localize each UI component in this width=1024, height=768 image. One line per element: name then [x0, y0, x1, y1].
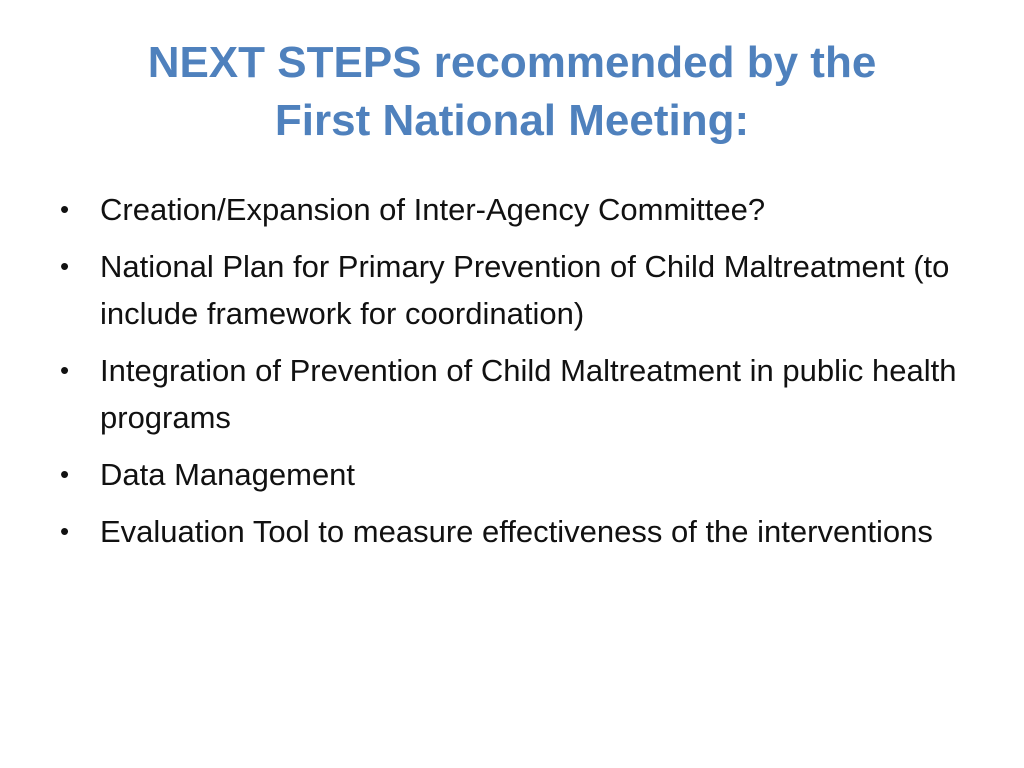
bullet-icon: •: [60, 516, 70, 546]
bullet-item-national-plan: [60, 243, 960, 337]
bullet-item-evaluation-tool: [60, 508, 960, 555]
bullet-list: [60, 186, 960, 565]
bullet-item-integration: [60, 347, 960, 441]
bullet-icon: •: [60, 251, 70, 281]
bullet-text: Creation/Expansion of Inter-Agency Committee?: [100, 192, 766, 227]
bullet-text: Evaluation Tool to measure effectiveness of the interventions: [100, 514, 933, 549]
bullet-item-data-management: [60, 451, 960, 498]
bullet-icon: •: [60, 194, 70, 224]
bullet-text: National Plan for Primary Prevention of Child Maltreatment (to include framework for coordination): [100, 249, 950, 331]
bullet-icon: •: [60, 459, 70, 489]
bullet-text: Integration of Prevention of Child Maltreatment in public health programs: [100, 353, 957, 435]
bullet-icon: •: [60, 355, 70, 385]
title-line-2: First National Meeting:: [274, 96, 750, 145]
bullet-text: Data Management: [100, 457, 356, 492]
title-line-1: NEXT STEPS recommended by the: [147, 38, 877, 87]
bullet-item-inter-agency-committee: [60, 186, 960, 233]
slide-title: [60, 34, 964, 150]
